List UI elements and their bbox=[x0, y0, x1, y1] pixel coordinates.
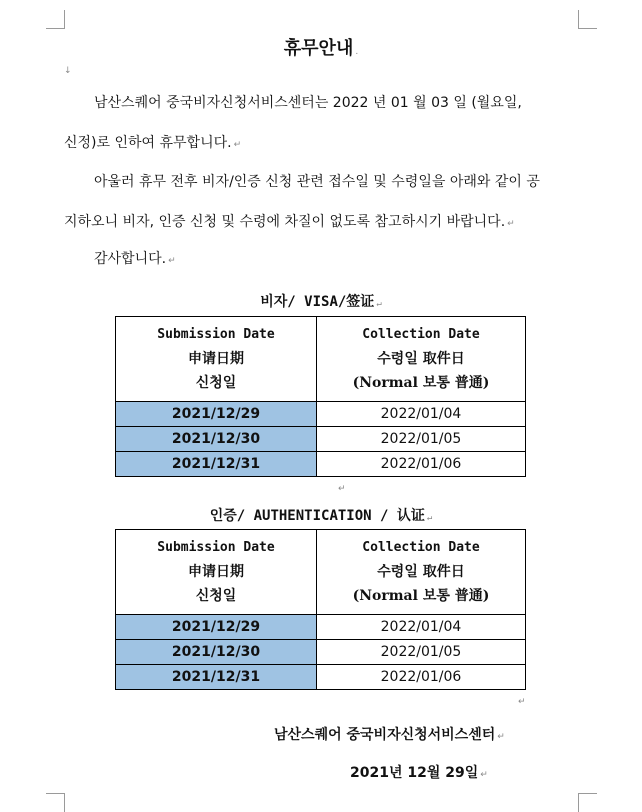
visa-date-table[interactable] bbox=[115, 316, 526, 477]
header-zh: 申请日期 bbox=[188, 351, 244, 367]
visa-section-heading[interactable]: 비자/ VISA/签证 ↵ bbox=[260, 294, 382, 310]
paragraph-mark: ↵ bbox=[338, 484, 346, 494]
collection-date-header[interactable] bbox=[317, 530, 526, 615]
submission-date-header[interactable] bbox=[116, 317, 317, 402]
document-title[interactable]: 휴무안내 . bbox=[283, 38, 359, 59]
page-corner-bottom-right bbox=[578, 793, 597, 812]
header-en: Collection Date bbox=[362, 327, 480, 342]
table-header-row bbox=[116, 317, 526, 402]
header-normal: (Normal 보통 普通) bbox=[352, 375, 490, 391]
table-row bbox=[116, 640, 526, 665]
paragraph-mark: ↵ bbox=[376, 299, 382, 309]
table-row bbox=[116, 427, 526, 452]
auth-date-table[interactable] bbox=[115, 529, 526, 690]
paragraph-mark: ↵ bbox=[168, 256, 176, 266]
notice-line-4: 지하오니 비자, 인증 신청 및 수령에 차질이 없도록 참고하시기 바랍니다. bbox=[64, 214, 506, 230]
header-ko: 신청일 bbox=[195, 588, 237, 604]
table-row bbox=[116, 615, 526, 640]
paragraph-mark: ↵ bbox=[507, 219, 515, 229]
table-row bbox=[116, 452, 526, 477]
submission-date-cell[interactable]: 2021/12/31 bbox=[116, 452, 317, 477]
paragraph-mark: ↵ bbox=[426, 513, 433, 523]
header-en: Submission Date bbox=[157, 540, 275, 555]
paragraph-mark: ↵ bbox=[480, 770, 488, 780]
notice-line-1: 남산스퀘어 중국비자신청서비스센터는 2022 년 01 월 03 일 (월요일, bbox=[94, 95, 522, 111]
page-corner-top-right bbox=[578, 10, 597, 29]
collection-date-cell[interactable]: 2022/01/04 bbox=[317, 615, 526, 640]
header-zh: 申请日期 bbox=[188, 564, 244, 580]
collection-date-cell[interactable]: 2022/01/05 bbox=[317, 427, 526, 452]
collection-date-cell[interactable]: 2022/01/06 bbox=[317, 452, 526, 477]
collection-date-cell[interactable]: 2022/01/06 bbox=[317, 665, 526, 690]
page-corner-top-left bbox=[46, 10, 65, 29]
collection-date-header[interactable] bbox=[317, 317, 526, 402]
paragraph-mark: ↵ bbox=[233, 140, 242, 150]
submission-date-cell[interactable]: 2021/12/31 bbox=[116, 665, 317, 690]
header-normal: (Normal 보통 普通) bbox=[352, 588, 490, 604]
header-en: Collection Date bbox=[362, 540, 480, 555]
signature[interactable]: 남산스퀘어 중국비자신청서비스센터 ↵ bbox=[274, 727, 505, 743]
table-row bbox=[116, 665, 526, 690]
submission-date-cell[interactable]: 2021/12/29 bbox=[116, 402, 317, 427]
line-break-mark: ↓ bbox=[64, 66, 72, 76]
table-row bbox=[116, 402, 526, 427]
header-ko-zh: 수령일 取件日 bbox=[377, 564, 465, 580]
notice-line-2: 신정)로 인하여 휴무합니다. bbox=[64, 135, 232, 151]
notice-paragraph-2[interactable] bbox=[64, 162, 584, 244]
notice-line-3: 아울러 휴무 전후 비자/인증 신청 관련 접수일 및 수령일을 아래와 같이 공 bbox=[94, 174, 540, 190]
auth-section-heading[interactable]: 인증/ AUTHENTICATION / 认证 ↵ bbox=[209, 508, 433, 524]
submission-date-cell[interactable]: 2021/12/30 bbox=[116, 640, 317, 665]
header-ko-zh: 수령일 取件日 bbox=[377, 351, 465, 367]
header-ko: 신청일 bbox=[195, 375, 237, 391]
header-en: Submission Date bbox=[157, 327, 275, 342]
paragraph-mark: ↵ bbox=[518, 697, 526, 707]
collection-date-cell[interactable]: 2022/01/05 bbox=[317, 640, 526, 665]
submission-date-cell[interactable]: 2021/12/29 bbox=[116, 615, 317, 640]
page-corner-bottom-left bbox=[46, 793, 65, 812]
closing-text: 감사합니다. bbox=[94, 251, 167, 267]
notice-paragraph-1[interactable] bbox=[64, 83, 584, 165]
closing-paragraph[interactable] bbox=[64, 239, 584, 281]
paragraph-mark: . bbox=[355, 47, 359, 57]
table-header-row bbox=[116, 530, 526, 615]
paragraph-mark: ↵ bbox=[497, 732, 505, 742]
collection-date-cell[interactable]: 2022/01/04 bbox=[317, 402, 526, 427]
submission-date-header[interactable] bbox=[116, 530, 317, 615]
signature-date[interactable]: 2021년 12월 29일 ↵ bbox=[350, 765, 488, 781]
submission-date-cell[interactable]: 2021/12/30 bbox=[116, 427, 317, 452]
